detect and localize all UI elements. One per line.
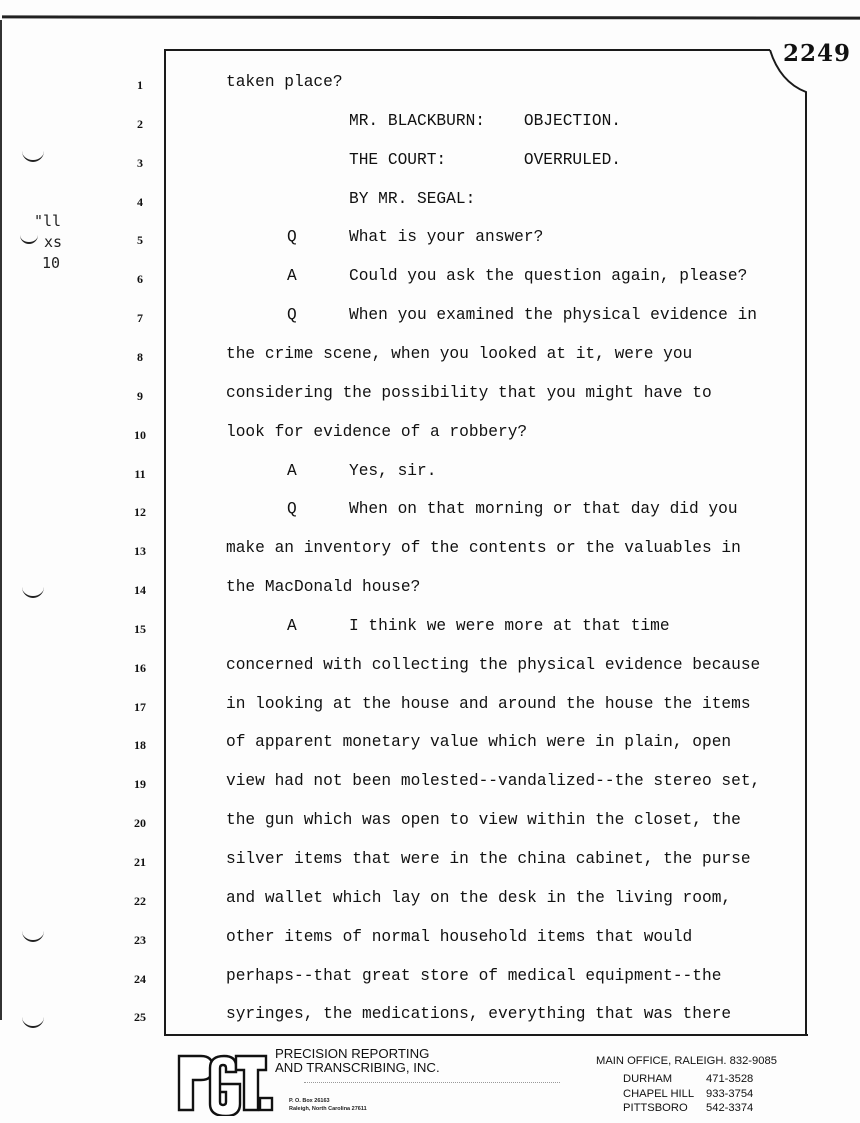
- office-city: DURHAM: [623, 1073, 673, 1085]
- line-number: 13: [134, 544, 146, 559]
- line-number: 2: [137, 116, 143, 131]
- line-number: 3: [137, 155, 143, 170]
- line-text: view had not been molested--vandalized--the stereo set,: [226, 772, 761, 791]
- line-text: concerned with collecting the physical evidence because: [226, 655, 761, 674]
- top-rule: [2, 15, 860, 19]
- logo-text: P&T.: [176, 1050, 179, 1051]
- company-line-1: PRECISION REPORTING: [275, 1046, 430, 1061]
- main-office: MAIN OFFICE, RALEIGH. 832-9085: [596, 1055, 777, 1067]
- line-text: and wallet which lay on the desk in the living room,: [226, 888, 732, 907]
- line-text: syringes, the medications, everything that was there: [226, 1005, 732, 1024]
- office-city: CHAPEL HILL: [623, 1087, 695, 1100]
- line-text: silver items that were in the china cabinet, the purse: [226, 850, 751, 868]
- line-text: make an inventory of the contents or the valuables in: [226, 539, 741, 558]
- footer-dotted-rule: [304, 1082, 560, 1083]
- line-number: 1: [137, 78, 143, 92]
- address-line-2: Raleigh, North Carolina 27611: [289, 1106, 367, 1112]
- company-name: [275, 1047, 440, 1075]
- line-text: considering the possibility that you might have to: [226, 383, 712, 402]
- address-line-1: P. O. Box 26163: [289, 1098, 330, 1104]
- line-text: What is your answer?: [349, 228, 544, 247]
- page-number: 2249: [783, 40, 852, 67]
- line-number: 18: [134, 738, 146, 753]
- line-text: perhaps--that great store of medical equipment--the: [226, 966, 722, 985]
- speaker-label: A: [287, 267, 297, 286]
- company-address: [289, 1097, 367, 1113]
- line-text: the crime scene, when you looked at it, were you: [226, 344, 693, 363]
- company-line-2: AND TRANSCRIBING, INC.: [275, 1060, 440, 1075]
- line-number: 5: [137, 233, 143, 248]
- binder-hole-mark: [22, 582, 44, 598]
- line-number: 6: [137, 272, 143, 287]
- binder-hole-mark: [20, 232, 38, 244]
- line-text: I think we were more at that time: [349, 616, 670, 635]
- line-number: 10: [134, 427, 146, 442]
- margin-note: "ll: [34, 212, 62, 230]
- line-number: 11: [134, 466, 146, 481]
- line-text: THE COURT: OVERRULED.: [349, 150, 621, 169]
- line-number: 22: [134, 893, 146, 908]
- page-left-edge: [0, 20, 2, 1020]
- office-phone: 933-3754: [706, 1087, 754, 1100]
- speaker-label: A: [287, 461, 297, 480]
- line-text: When on that morning or that day did you: [349, 500, 738, 519]
- speaker-label: Q: [287, 306, 297, 325]
- line-number: 23: [134, 932, 146, 947]
- line-number: 12: [134, 505, 146, 520]
- margin-note: xs: [44, 233, 63, 251]
- office-phone: 542-3374: [706, 1102, 754, 1114]
- speaker-label: Q: [287, 228, 297, 247]
- line-number: 24: [134, 971, 146, 986]
- line-number: 4: [137, 194, 143, 209]
- line-number: 19: [134, 777, 146, 792]
- line-number: 16: [134, 660, 146, 675]
- speaker-label: A: [287, 616, 297, 635]
- frame-right-border: [805, 92, 807, 1036]
- office-phone: 471-3528: [706, 1073, 754, 1085]
- binder-hole-mark: [22, 930, 44, 942]
- line-text: BY MR. SEGAL:: [349, 189, 476, 208]
- binder-hole-mark: [22, 1012, 44, 1028]
- line-text: When you examined the physical evidence in: [349, 306, 757, 325]
- line-text: the gun which was open to view within the closet, the: [226, 811, 741, 830]
- line-number: 21: [134, 855, 146, 869]
- line-number: 15: [134, 621, 146, 636]
- line-text: taken place?: [226, 73, 343, 91]
- line-text: Yes, sir.: [349, 461, 437, 480]
- line-number: 9: [137, 388, 143, 403]
- speaker-label: Q: [287, 500, 297, 519]
- frame-top-border: [164, 49, 770, 51]
- company-logo: [176, 1050, 274, 1116]
- line-number: 17: [134, 699, 146, 714]
- line-number: 25: [134, 1010, 146, 1025]
- line-text: of apparent monetary value which were in plain, open: [226, 733, 732, 752]
- line-text: MR. BLACKBURN: OBJECTION.: [349, 111, 621, 130]
- margin-note: 10: [42, 254, 61, 272]
- line-number: 20: [134, 816, 146, 831]
- line-text: in looking at the house and around the house the items: [226, 694, 751, 713]
- binder-hole-mark: [22, 146, 44, 162]
- line-text: Could you ask the question again, please?: [349, 267, 748, 286]
- line-number: 7: [137, 311, 143, 326]
- line-text: look for evidence of a robbery?: [226, 422, 528, 441]
- line-number: 8: [137, 349, 143, 364]
- line-text: the MacDonald house?: [226, 578, 421, 597]
- line-text: other items of normal household items that would: [226, 927, 693, 946]
- office-city: PITTSBORO: [623, 1102, 688, 1114]
- line-number: 14: [134, 583, 146, 598]
